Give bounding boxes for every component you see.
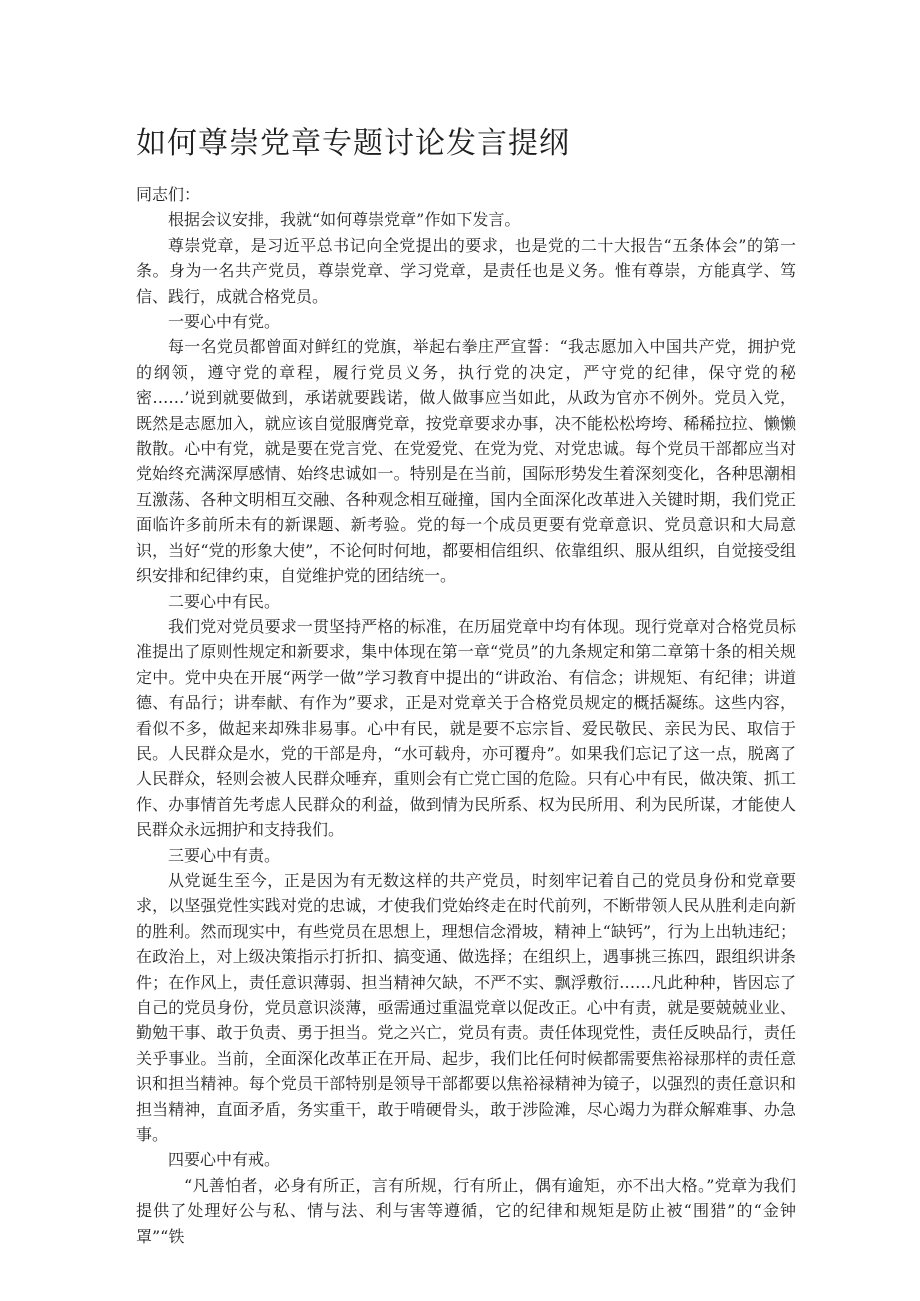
section-heading-party: 一要心中有党。 xyxy=(168,312,281,332)
salutation: 同志们： xyxy=(136,185,201,204)
paragraph-party: 每一名党员都曾面对鲜红的党旗，举起右拳庄严宣誓：“我志愿加入中国共产党，拥护党的纲领，遵守党的章程，履行党员义务，执行党的决定，严守党的纪律，保守党的秘密……’说到就要做到，承诺就要践诺，做人做事应当如此，从政为官亦不例外。党员入党，既然是志愿加入，就应该自觉服膺党章，按党章要求办事，决不能松松垮垮、稀稀拉拉、懒懒散散。心中有党，就是要在党言党、在党爱党、在党为党、对党忠诚。每个党员干部都应当对党始终充满深厚感情、始终忠诚如一。特别是在当前，国际形势发生着深刻变化，各种思潮相互激荡、各种文明相互交融、各种观念相互碰撞，国内全面深化改革进入关键时期，我们党正面临许多前所未有的新课题、新考验。党的每一个成员更要有党章意识、党员意识和大局意识，当好“党的形象大使”，不论何时何地，都要相信组织、依靠组织、服从组织，自觉接受组织安排和纪律约束，自觉维护党的团结统一。 xyxy=(136,337,796,586)
section-heading-discipline: 四要心中有戒。 xyxy=(168,1150,281,1170)
section-heading-responsibility: 三要心中有责。 xyxy=(168,845,281,865)
paragraph-responsibility: 从党诞生至今，正是因为有无数这样的共产党员，时刻牢记着自己的党员身份和党章要求，以坚强党性实践对党的忠诚，才使我们党始终走在时代前列，不断带领人民从胜利走向新的胜利。然而现实中，有些党员在思想上，理想信念滑坡，精神上“缺钙”，行为上出轨违纪；在政治上，对上级决策指示打折扣、搞变通、做选择；在组织上，遇事挑三拣四，跟组织讲条件；在作风上，责任意识薄弱、担当精神欠缺，不严不实、飘浮敷衍……凡此种种，皆因忘了自己的党员身份，党员意识淡薄，亟需通过重温党章以促改正。心中有责，就是要兢兢业业、勤勉干事、敢于负责、勇于担当。党之兴亡，党员有责。责任体现党性，责任反映品行，责任关乎事业。当前，全面深化改革正在开局、起步，我们比任何时候都需要焦裕禄那样的责任意识和担当精神。每个党员干部特别是领导干部都要以焦裕禄精神为镜子，以强烈的责任意识和担当精神，直面矛盾，务实重干，敢于啃硬骨头，敢于涉险滩，尽心竭力为群众解难事、办急事。 xyxy=(136,870,796,1145)
paragraph-revere-charter: 尊崇党章，是习近平总书记向全党提出的要求，也是党的二十大报告“五条体会”的第一条。身为一名共产党员，尊崇党章、学习党章，是责任也是义务。惟有尊崇，方能真学、笃信、践行，成就合格党员。 xyxy=(136,235,796,306)
page-title: 如何尊崇党章专题讨论发言提纲 xyxy=(136,126,570,161)
document-body xyxy=(136,182,796,1249)
paragraph-intro: 根据会议安排，我就“如何尊崇党章”作如下发言。 xyxy=(168,210,521,230)
section-heading-people: 二要心中有民。 xyxy=(168,591,281,611)
paragraph-discipline: “凡善怕者，必身有所正，言有所规，行有所止，偶有逾矩，亦不出大格。”党章为我们提供了处理好公与私、情与法、利与害等遵循，它的纪律和规矩是防止被“围猎”的“金钟罩”“铁 xyxy=(136,1175,796,1246)
paragraph-people: 我们党对党员要求一贯坚持严格的标准，在历届党章中均有体现。现行党章对合格党员标准提出了原则性规定和新要求，集中体现在第一章“党员”的九条规定和第二章第十条的相关规定中。党中央在开展“两学一做”学习教育中提出的“讲政治、有信念；讲规矩、有纪律；讲道德、有品行；讲奉献、有作为”要求，正是对党章关于合格党员规定的概括凝练。这些内容，看似不多，做起来却殊非易事。心中有民，就是要不忘宗旨、爱民敬民、亲民为民、取信于民。人民群众是水，党的干部是舟，“水可载舟，亦可覆舟”。如果我们忘记了这一点，脱离了人民群众，轻则会被人民群众唾弃，重则会有亡党亡国的危险。只有心中有民，做决策、抓工作、办事情首先考虑人民群众的利益，做到情为民所系、权为民所用、利为民所谋，才能使人民群众永远拥护和支持我们。 xyxy=(136,616,796,840)
